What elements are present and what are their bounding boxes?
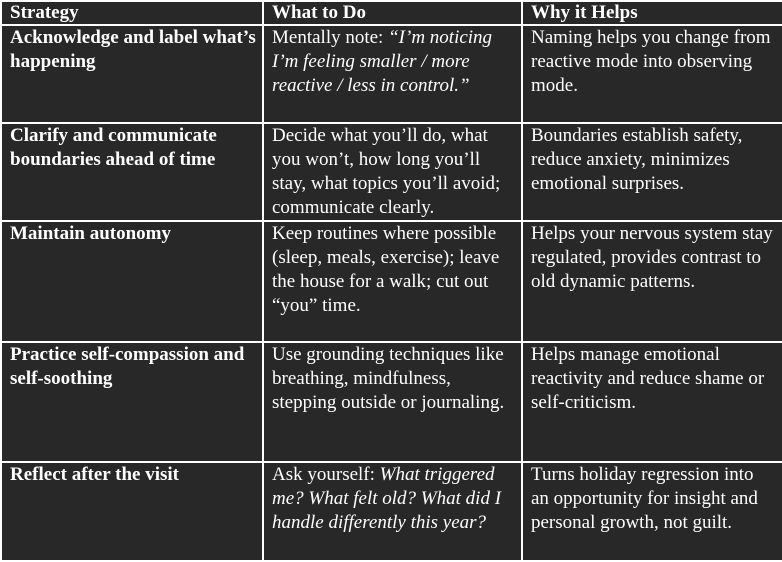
- header-what-to-do: What to Do: [263, 1, 522, 25]
- what-italic-text: What triggered me? What felt old? What did I handle differently this year?: [272, 464, 502, 533]
- header-why-it-helps: Why it Helps: [522, 1, 782, 25]
- why-it-helps-cell: Boundaries establish safety, reduce anxiety, minimizes emotional surprises.: [522, 123, 782, 221]
- header-strategy: Strategy: [1, 1, 263, 25]
- table-row: [1, 462, 782, 561]
- what-italic-text: “I’m noticing I’m feeling smaller / more reactive / less in control.”: [272, 27, 493, 96]
- what-to-do-cell: [263, 123, 522, 221]
- strategy-cell: Clarify and communicate boundaries ahead of time: [1, 123, 263, 221]
- strategy-cell: Reflect after the visit: [1, 462, 263, 561]
- what-to-do-cell: [263, 462, 522, 561]
- why-it-helps-cell: Turns holiday regression into an opportunity for insight and personal growth, not guilt.: [522, 462, 782, 561]
- strategy-cell: Acknowledge and label what’s happening: [1, 25, 263, 123]
- table-row: [1, 342, 782, 462]
- what-to-do-cell: [263, 221, 522, 342]
- what-text: Mentally note:: [272, 27, 389, 48]
- why-it-helps-cell: Helps your nervous system stay regulated, provides contrast to old dynamic patterns.: [522, 221, 782, 342]
- what-text: Ask yourself:: [272, 464, 380, 485]
- what-text: Keep routines where possible (sleep, meals, exercise); leave the house for a walk; cut out “you” time.: [272, 223, 500, 316]
- what-text: Use grounding techniques like breathing, mindfulness, stepping outside or journaling.: [272, 344, 505, 413]
- why-it-helps-cell: Helps manage emotional reactivity and reduce shame or self-criticism.: [522, 342, 782, 462]
- what-text: Decide what you’ll do, what you won’t, how long you’ll stay, what topics you’ll avoid; communicate clearly.: [272, 125, 501, 218]
- what-to-do-cell: [263, 342, 522, 462]
- table-row: [1, 123, 782, 221]
- strategy-cell: Practice self-compassion and self-soothing: [1, 342, 263, 462]
- what-to-do-cell: [263, 25, 522, 123]
- table-row: [1, 221, 782, 342]
- table-row: [1, 25, 782, 123]
- why-it-helps-cell: Naming helps you change from reactive mode into observing mode.: [522, 25, 782, 123]
- table-header-row: [1, 1, 782, 25]
- strategy-cell: Maintain autonomy: [1, 221, 263, 342]
